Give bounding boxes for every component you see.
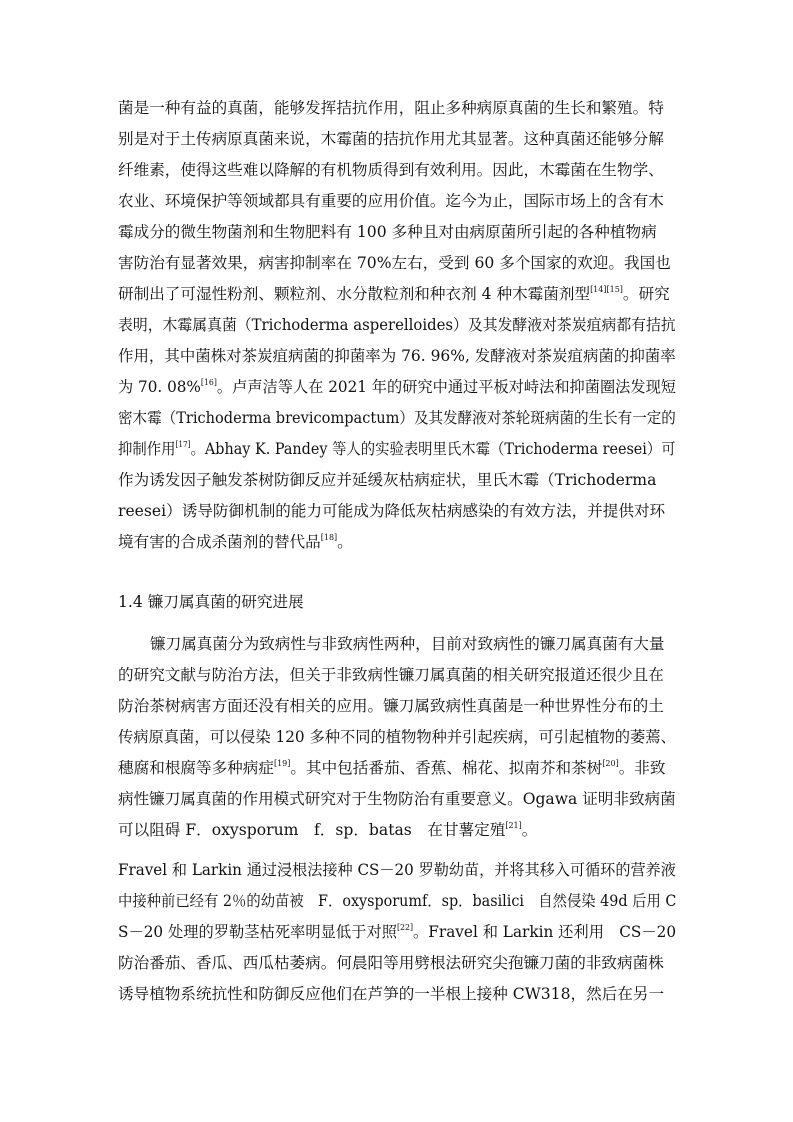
citation: [21] bbox=[505, 821, 522, 830]
text-segment: 。研究 bbox=[622, 285, 670, 303]
text-line: 诱导植物系统抗性和防御反应他们在芦笋的一半根上接种 CW318，然后在另一 bbox=[118, 985, 665, 1003]
text-line: 传病原真菌，可以侵染 120 多种不同的植物物种并引起疾病，可引起植物的萎蔫、 bbox=[118, 728, 676, 746]
text-line: 农业、环境保护等领域都具有重要的应用价值。迄今为止，国际市场上的含有木 bbox=[118, 192, 664, 210]
text-line: 密木霉（Trichoderma brevicompactum）及其发酵液对茶轮斑病菌的生长有一定的 bbox=[118, 409, 676, 427]
citation: [16] bbox=[200, 378, 217, 387]
text-segment: 为 70. 08% bbox=[118, 378, 201, 396]
text-line bbox=[118, 758, 665, 778]
text-line bbox=[118, 532, 353, 552]
text-segment: 。其中包括番茄、香蕉、棉花、拟南芥和茶树 bbox=[290, 759, 603, 777]
text-segment: 抑制作用 bbox=[118, 440, 176, 458]
text-segment: 穗腐和根腐等多种病症 bbox=[118, 759, 274, 777]
text-line bbox=[118, 820, 537, 840]
text-segment: 。Abhay K. Pandey 等人的实验表明里氏木霉（Trichoderma reesei）可 bbox=[190, 440, 676, 458]
text-line: 表明，木霉属真菌（Trichoderma asperelloides）及其发酵液对茶炭疽病都有拮抗 bbox=[118, 316, 676, 334]
text-segment: 。非致 bbox=[618, 759, 666, 777]
text-line: 菌是一种有益的真菌，能够发挥拮抗作用，阻止多种病原真菌的生长和繁殖。特 bbox=[118, 99, 664, 117]
text-line: 病性镰刀属真菌的作用模式研究对于生物防治有重要意义。Ogawa 证明非致病菌 bbox=[118, 790, 676, 808]
text-segment: 。 bbox=[337, 533, 353, 551]
text-line: Fravel 和 Larkin 通过浸根法接种 CS－20 罗勒幼苗，并将其移入可循环的营养液 bbox=[118, 861, 676, 879]
text-line: 防治茶树病害方面还没有相关的应用。镰刀属致病性真菌是一种世界性分布的土 bbox=[118, 697, 664, 715]
text-line: 的研究文献与防治方法，但关于非致病性镰刀属真菌的相关研究报道还很少且在 bbox=[118, 666, 664, 684]
text-segment: 。卢声洁等人在 2021 年的研究中通过平板对峙法和抑菌圈法发现短 bbox=[216, 378, 677, 396]
citation: [14][15] bbox=[590, 285, 623, 294]
citation: [17] bbox=[175, 440, 191, 449]
text-line: 害防治有显著效果，病害抑制率在 70%左右，受到 60 多个国家的欢迎。我国也 bbox=[118, 254, 671, 272]
text-line: 霉成分的微生物菌剂和生物肥料有 100 多种且对由病原菌所引起的各种植物病 bbox=[118, 223, 657, 241]
text-segment: 。 bbox=[521, 821, 538, 839]
text-line: 作为诱发因子触发茶树防御反应并延缓灰枯病症状，里氏木霉（Trichoderma bbox=[118, 471, 657, 489]
text-segment: 。Fravel 和 Larkin 还利用 CS－20 bbox=[413, 923, 677, 941]
citation: [20] bbox=[602, 759, 619, 768]
section-heading: 1.4 镰刀属真菌的研究进展 bbox=[118, 593, 304, 611]
text-line: 镰刀属真菌分为致病性与非致病性两种，目前对致病性的镰刀属真菌有大量 bbox=[150, 635, 665, 653]
text-segment: S－20 处理的罗勒茎枯死率明显低于对照 bbox=[118, 923, 397, 941]
text-segment: 研制出了可湿性粉剂、颗粒剂、水分散粒剂和种衣剂 4 种木霉菌剂型 bbox=[118, 285, 591, 303]
text-line bbox=[118, 439, 676, 459]
text-segment: 可以阻碍 F．oxysporum f．sp．batas 在甘薯定殖 bbox=[118, 821, 506, 839]
citation: [22] bbox=[396, 923, 414, 932]
text-segment: 境有害的合成杀菌剂的替代品 bbox=[118, 533, 321, 551]
text-line bbox=[118, 284, 670, 304]
text-line: 别是对于土传病原真菌来说，木霉菌的拮抗作用尤其显著。这种真菌还能够分解 bbox=[118, 130, 664, 148]
text-line: 防治番茄、香瓜、西瓜枯萎病。何晨阳等用劈根法研究尖孢镰刀菌的非致病菌株 bbox=[118, 954, 664, 972]
text-line bbox=[118, 922, 676, 942]
citation: [19] bbox=[273, 759, 291, 768]
text-line: 作用，其中菌株对茶炭疽病菌的抑菌率为 76. 96%, 发酵液对茶炭疽病菌的抑菌率 bbox=[118, 347, 676, 365]
text-line: 中接种前已经有 2％的幼苗被 F．oxysporumf．sp．basilici 自然侵染 49d 后用 C bbox=[118, 892, 677, 910]
text-line: reesei）诱导防御机制的能力可能成为降低灰枯病感染的有效方法，并提供对环 bbox=[118, 502, 666, 520]
text-line: 纤维素，使得这些难以降解的有机物质得到有效利用。因此，木霉菌在生物学、 bbox=[118, 161, 664, 179]
text-line bbox=[118, 377, 676, 397]
citation: [18] bbox=[320, 533, 338, 542]
